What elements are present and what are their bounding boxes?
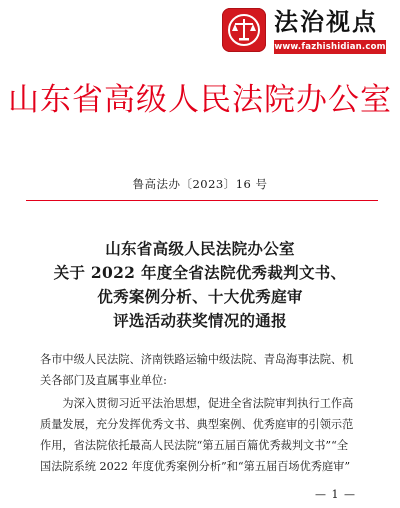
paragraph-line: 为深入贯彻习近平法治思想，促进全省法院审判执行工作高 xyxy=(62,397,354,410)
title-line: 山东省高级人民法院办公室 xyxy=(105,239,295,258)
paragraph-line: 质量发展，充分发挥优秀文书、典型案例、优秀庭审的引领示范 xyxy=(40,418,354,431)
recipients xyxy=(40,349,360,391)
title-line: 优秀案例分析、十大优秀庭审 xyxy=(97,287,303,306)
recipients-line: 各市中级人民法院、济南铁路运输中级法院、青岛海事法院、机 xyxy=(40,353,354,366)
document-number: 鲁高法办〔2023〕16 号 xyxy=(132,177,268,191)
recipients-line: 关各部门及直属事业单位: xyxy=(40,374,167,387)
title-line: 关于 2022 年度全省法院优秀裁判文书、 xyxy=(53,263,347,282)
paragraph-line: 国法院系统 2022 年度优秀案例分析”和“第五届百场优秀庭审” xyxy=(40,460,351,473)
watermark-logo xyxy=(222,6,390,66)
watermark-name: 法治视点 xyxy=(274,8,378,36)
paragraph-line: 作用，省法院依托最高人民法院“第五届百篇优秀裁判文书”“全 xyxy=(40,439,349,452)
header-divider xyxy=(26,200,378,201)
seal-icon xyxy=(222,8,266,52)
document-header: 山东省高级人民法院办公室 xyxy=(8,82,392,118)
watermark-url: www.fazhishidian.com xyxy=(274,42,386,52)
document-title xyxy=(0,237,400,333)
title-line: 评选活动获奖情况的通报 xyxy=(113,311,287,330)
scales-emblem-icon xyxy=(226,12,262,48)
page-number: — 1 — xyxy=(315,488,356,501)
body-paragraph xyxy=(40,393,360,477)
